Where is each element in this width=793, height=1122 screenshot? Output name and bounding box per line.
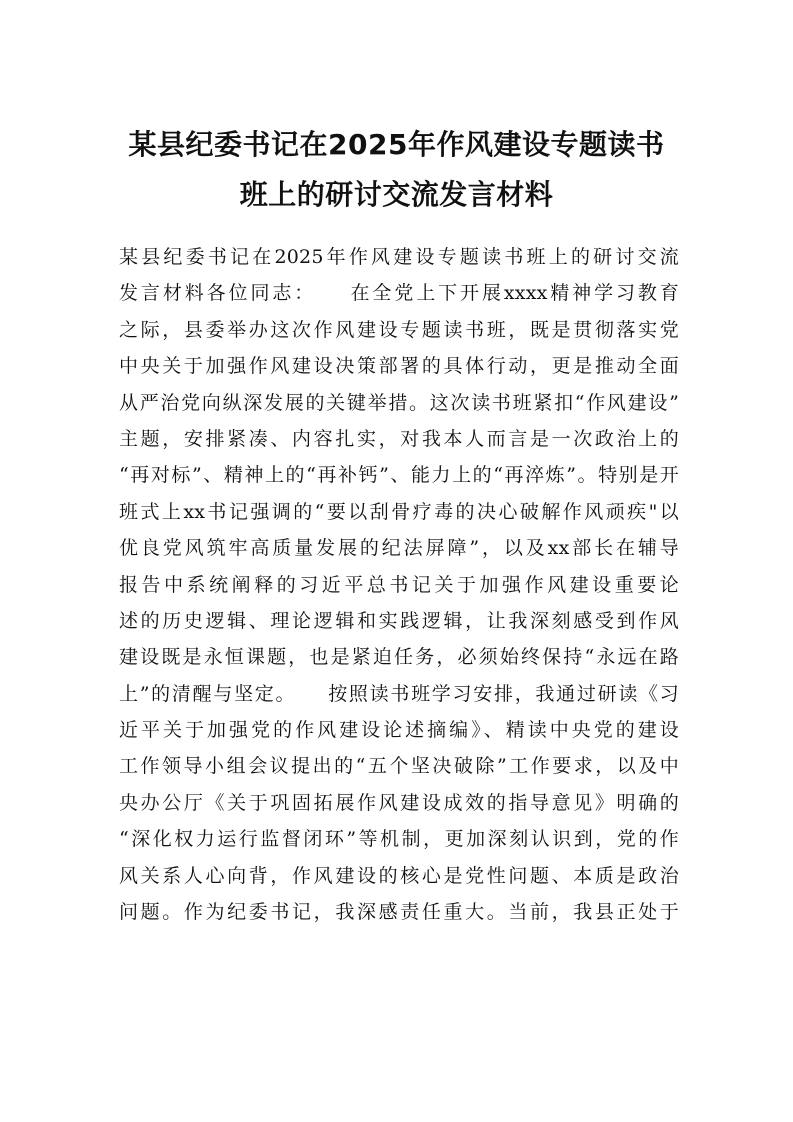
body-line: 发言材料各位同志： 在全党上下开展xxxx精神学习教育 — [119, 282, 679, 305]
title-line-1: 某县纪委书记在2025年作风建设专题读书 — [128, 128, 665, 161]
body-line: 某县纪委书记在2025年作风建设专题读书班上的研讨交流 — [119, 246, 679, 268]
body-line: 问题。作为纪委书记，我深感责任重大。当前，我县正处于 — [119, 901, 679, 924]
body-line: 工作领导小组会议提出的“五个坚决破除”工作要求，以及中 — [119, 755, 679, 778]
body-line: 之际，县委举办这次作风建设专题读书班，既是贯彻落实党 — [119, 318, 679, 341]
body-line: 班式上xx书记强调的“要以刮骨疗毒的决心破解作风顽疾"以 — [119, 500, 679, 523]
body-line: 从严治党向纵深发展的关键举措。这次读书班紧扣“作风建设” — [119, 391, 679, 414]
document-body — [119, 239, 679, 930]
body-line: 近平关于加强党的作风建设论述摘编》、精读中央党的建设 — [119, 719, 679, 742]
body-line: 风关系人心向背，作风建设的核心是党性问题、本质是政治 — [119, 864, 679, 887]
document-title — [110, 120, 683, 220]
body-line: 上”的清醒与坚定。 按照读书班学习安排，我通过研读《习 — [119, 682, 679, 705]
body-line: 述的历史逻辑、理论逻辑和实践逻辑，让我深刻感受到作风 — [119, 609, 679, 632]
body-line: “再对标”、精神上的“再补钙”、能力上的“再淬炼”。特别是开 — [119, 464, 679, 487]
title-line-2: 班上的研讨交流发言材料 — [239, 178, 554, 211]
body-line: 主题，安排紧凑、内容扎实，对我本人而言是一次政治上的 — [119, 427, 679, 450]
body-line: 报告中系统阐释的习近平总书记关于加强作风建设重要论 — [119, 573, 679, 596]
body-line: 中央关于加强作风建设决策部署的具体行动，更是推动全面 — [119, 355, 679, 378]
body-line: “深化权力运行监督闭环”等机制，更加深刻认识到，党的作 — [119, 828, 679, 851]
body-line: 建设既是永恒课题，也是紧迫任务，必须始终保持“永远在路 — [119, 646, 679, 669]
body-line: 优良党风筑牢高质量发展的纪法屏障”，以及xx部长在辅导 — [119, 537, 679, 560]
body-line: 央办公厅《关于巩固拓展作风建设成效的指导意见》明确的 — [119, 791, 679, 814]
